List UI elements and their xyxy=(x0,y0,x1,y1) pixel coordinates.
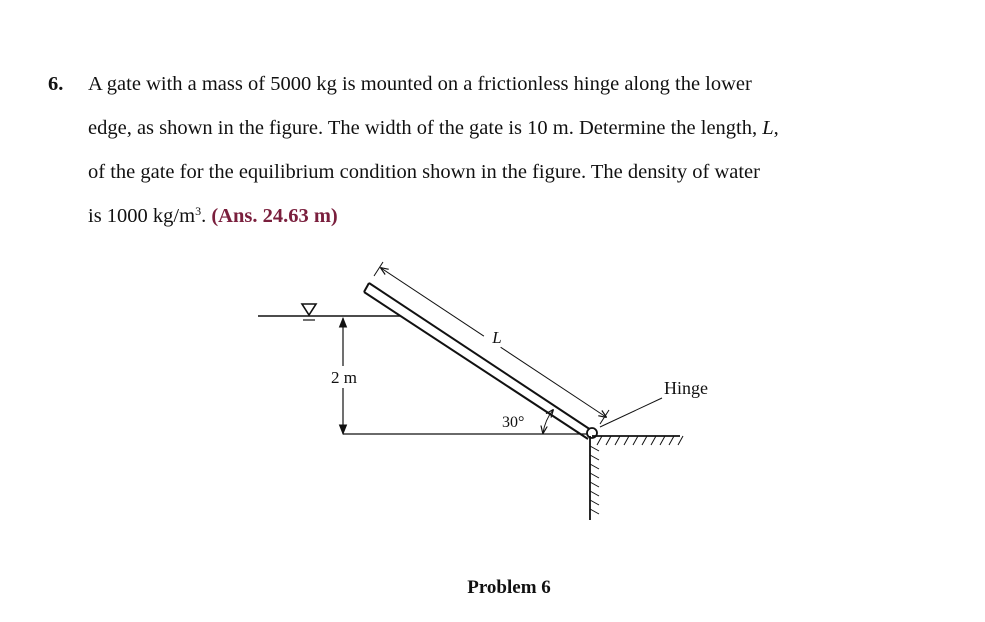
length-variable: L xyxy=(762,117,774,139)
figure-caption: Problem 6 xyxy=(467,577,551,598)
problem-line-4-prefix: is 1000 kg/m xyxy=(88,205,196,227)
ground-support xyxy=(590,436,683,520)
problem-number: 6. xyxy=(48,73,64,95)
hinge-label: Hinge xyxy=(664,378,708,398)
angle-label: 30° xyxy=(502,414,525,431)
problem-line-1-text: A gate with a mass of 5000 kg is mounted on a frictionless hinge along the lower xyxy=(88,73,752,95)
gate-plate xyxy=(364,283,594,439)
problem-line-2-prefix: edge, as shown in the figure. The width of the gate is 10 m. Determine the length, xyxy=(88,117,763,139)
answer-text: (Ans. 24.63 m) xyxy=(211,205,338,227)
problem-line-2-suffix: , xyxy=(773,117,779,139)
length-label: L xyxy=(492,328,502,347)
free-surface-symbol xyxy=(302,304,316,320)
cubic-superscript: 3 xyxy=(195,204,202,218)
depth-label: 2 m xyxy=(331,368,357,387)
hinge-leader-line xyxy=(600,398,662,427)
problem-line-4-suffix: . xyxy=(201,205,212,227)
problem-line-3-text: of the gate for the equilibrium condition shown in the figure. The density of water xyxy=(88,161,760,183)
